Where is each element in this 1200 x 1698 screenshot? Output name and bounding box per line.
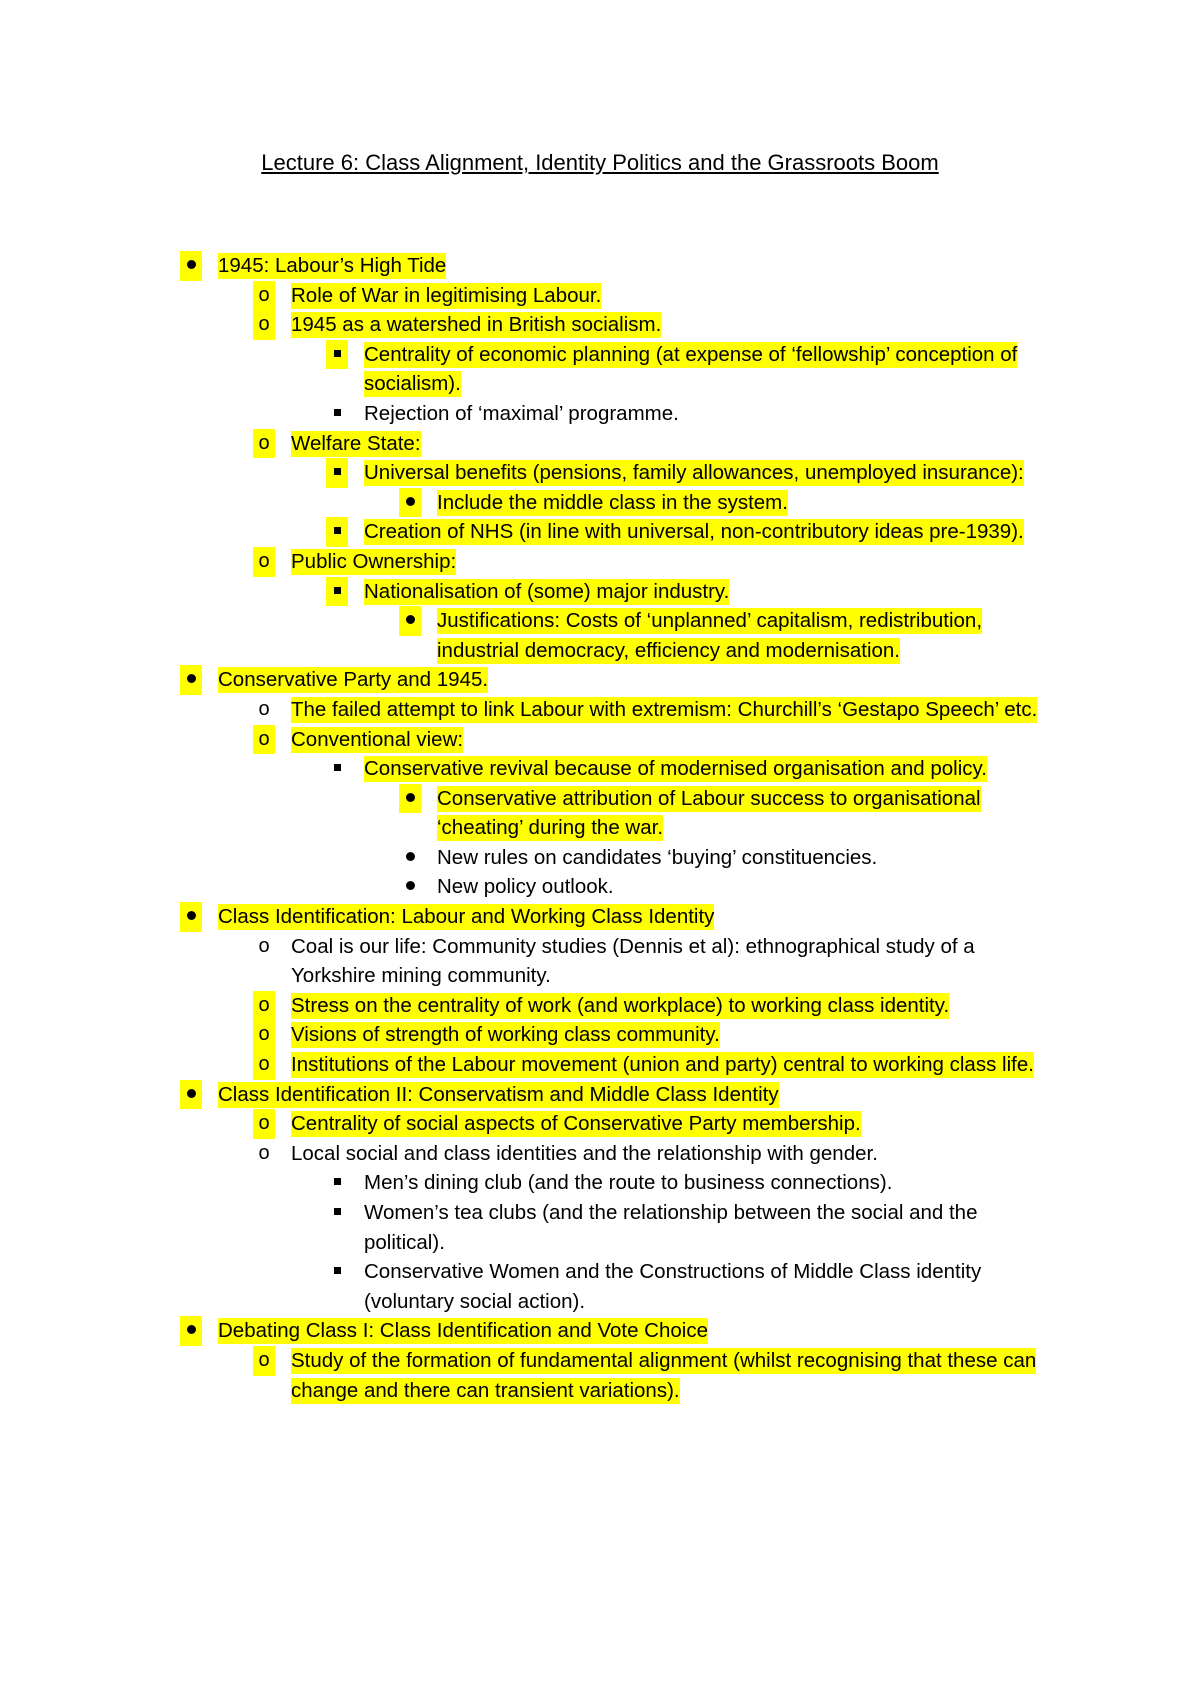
circle-bullet-icon: o	[258, 934, 270, 957]
list-item-text: Men’s dining club (and the route to business connections).	[364, 1171, 893, 1195]
list-item-text: Conventional view:	[291, 727, 464, 751]
list-item-text: Include the middle class in the system.	[437, 490, 788, 514]
list-item	[0, 606, 1200, 665]
list-item	[0, 340, 1200, 399]
list-item	[0, 1316, 1200, 1346]
list-item	[0, 902, 1200, 932]
list-item	[0, 1050, 1200, 1080]
list-item	[0, 488, 1200, 518]
list-item-text: Local social and class identities and the relationship with gender.	[291, 1141, 878, 1165]
list-item-text: Institutions of the Labour movement (union and party) central to working class life.	[291, 1053, 1034, 1077]
list-item	[0, 665, 1200, 695]
list-item-text: The failed attempt to link Labour with extremism: Churchill’s ‘Gestapo Speech’ etc.	[291, 697, 1038, 721]
list-item	[0, 872, 1200, 902]
list-item	[0, 725, 1200, 755]
list-item-text: Creation of NHS (in line with universal, non-contributory ideas pre-1939).	[364, 520, 1024, 544]
list-item-text: Centrality of economic planning (at expense of ‘fellowship’ conception of socialism).	[364, 342, 1018, 396]
list-item-text: Conservative attribution of Labour success to organisational ‘cheating’ during the war.	[437, 786, 981, 840]
circle-bullet-icon: o	[253, 1346, 275, 1376]
list-item	[0, 577, 1200, 607]
list-item	[0, 429, 1200, 459]
square-bullet-icon	[326, 754, 348, 784]
list-item	[0, 1109, 1200, 1139]
list-item-text: Stress on the centrality of work (and workplace) to working class identity.	[291, 993, 950, 1017]
page-title: Lecture 6: Class Alignment, Identity Politics and the Grassroots Boom	[261, 150, 939, 175]
list-item-text: Women’s tea clubs (and the relationship between the social and the political).	[364, 1201, 978, 1254]
list-item-text: Welfare State:	[291, 431, 421, 455]
list-item-text: Nationalisation of (some) major industry.	[364, 579, 730, 603]
circle-bullet-icon: o	[253, 281, 275, 311]
list-item	[0, 1198, 1200, 1257]
list-item-text: 1945 as a watershed in British socialism.	[291, 313, 662, 337]
list-item-text: Conservative Party and 1945.	[218, 668, 489, 692]
disc-bullet-icon	[399, 872, 421, 902]
square-bullet-icon	[326, 340, 348, 370]
list-item	[0, 991, 1200, 1021]
circle-bullet-icon: o	[253, 547, 275, 577]
list-item	[0, 1257, 1200, 1316]
list-item	[0, 1139, 1200, 1169]
list-item-text: Conservative Women and the Constructions of Middle Class identity (voluntary social action).	[364, 1260, 982, 1313]
disc-bullet-icon	[180, 1316, 202, 1346]
list-item-text: Visions of strength of working class community.	[291, 1023, 720, 1047]
circle-bullet-icon: o	[253, 1020, 275, 1050]
list-item	[0, 517, 1200, 547]
circle-bullet-icon: o	[253, 1109, 275, 1139]
list-item	[0, 547, 1200, 577]
disc-bullet-icon	[180, 665, 202, 695]
list-item	[0, 310, 1200, 340]
bullet-outline	[0, 251, 1200, 1405]
list-item-text: Justifications: Costs of ‘unplanned’ capitalism, redistribution, industrial democracy, efficiency and modernisation.	[437, 609, 983, 662]
list-item-text: Class Identification: Labour and Working Class Identity	[218, 905, 715, 929]
circle-bullet-icon: o	[258, 1141, 270, 1164]
circle-bullet-icon: o	[258, 697, 270, 720]
square-bullet-icon	[326, 458, 348, 488]
list-item-text: Coal is our life: Community studies (Dennis et al): ethnographical study of a Yorkshire mining community.	[291, 934, 975, 988]
square-bullet-icon	[326, 399, 348, 429]
square-bullet-icon	[326, 1198, 348, 1228]
disc-bullet-icon	[180, 1080, 202, 1110]
list-item	[0, 281, 1200, 311]
circle-bullet-icon: o	[253, 725, 275, 755]
list-item	[0, 1168, 1200, 1198]
list-item	[0, 1346, 1200, 1405]
list-item	[0, 1020, 1200, 1050]
disc-bullet-icon	[399, 606, 421, 636]
disc-bullet-icon	[180, 902, 202, 932]
list-item	[0, 784, 1200, 843]
square-bullet-icon	[326, 1168, 348, 1198]
circle-bullet-icon: o	[253, 991, 275, 1021]
list-item	[0, 695, 1200, 725]
circle-bullet-icon: o	[253, 1050, 275, 1080]
list-item-text: 1945: Labour’s High Tide	[218, 254, 447, 277]
list-item	[0, 251, 1200, 281]
disc-bullet-icon	[399, 488, 421, 518]
list-item	[0, 399, 1200, 429]
list-item-text: New policy outlook.	[437, 875, 614, 899]
disc-bullet-icon	[180, 251, 202, 281]
circle-bullet-icon: o	[253, 429, 275, 459]
list-item-text: Conservative revival because of modernised organisation and policy.	[364, 757, 987, 781]
disc-bullet-icon	[399, 784, 421, 814]
list-item-text: Class Identification II: Conservatism and Middle Class Identity	[218, 1082, 779, 1106]
list-item-text: Role of War in legitimising Labour.	[291, 283, 602, 307]
list-item-text: Centrality of social aspects of Conservative Party membership.	[291, 1112, 861, 1136]
square-bullet-icon	[326, 577, 348, 607]
list-item	[0, 754, 1200, 784]
square-bullet-icon	[326, 517, 348, 547]
list-item-text: Study of the formation of fundamental alignment (whilst recognising that these can change and there can transient variations).	[291, 1348, 1037, 1402]
list-item-text: Debating Class I: Class Identification and Vote Choice	[218, 1319, 708, 1343]
list-item-text: New rules on candidates ‘buying’ constituencies.	[437, 845, 878, 869]
list-item	[0, 932, 1200, 991]
square-bullet-icon	[326, 1257, 348, 1287]
circle-bullet-icon: o	[253, 310, 275, 340]
list-item	[0, 843, 1200, 873]
disc-bullet-icon	[399, 843, 421, 873]
list-item	[0, 458, 1200, 488]
list-item-text: Public Ownership:	[291, 549, 457, 573]
list-item	[0, 1080, 1200, 1110]
list-item-text: Rejection of ‘maximal’ programme.	[364, 401, 679, 425]
list-item-text: Universal benefits (pensions, family allowances, unemployed insurance):	[364, 461, 1024, 485]
